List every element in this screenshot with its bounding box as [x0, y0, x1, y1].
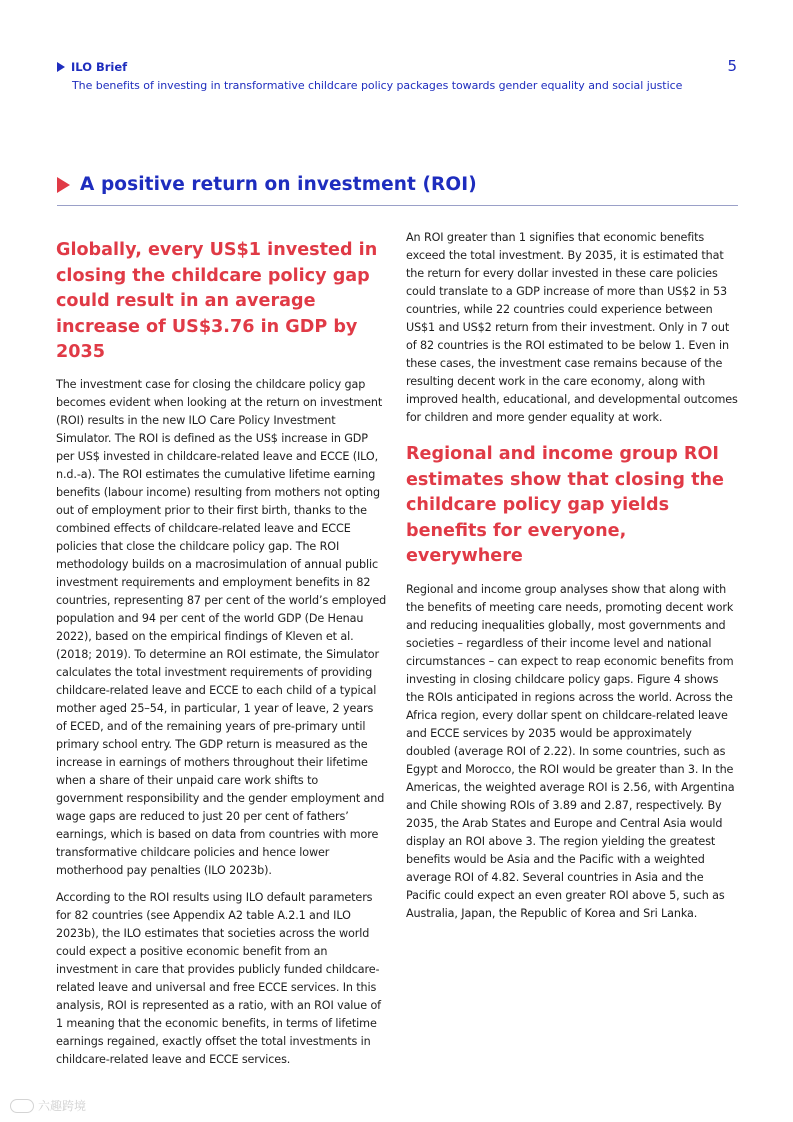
section-heading [57, 174, 477, 195]
brand-label: ILO Brief [71, 60, 128, 74]
right-column-heading: Regional and income group ROI estimates show that closing the childcare policy gap yields benefits for everyone, everywhere [406, 444, 724, 566]
section-divider [57, 205, 738, 206]
body-paragraph: According to the ROI results using ILO default parameters for 82 countries (see Appendix A2 table A.2.1 and ILO 2023b), the ILO estimates that societies across the world could expect a positive economic benefit from an investment in care that provides publicly funded childcare-related leave and universal and free ECCE services. In this analysis, ROI is represented as a ratio, with an ROI value of 1 meaning that the economic benefits, in terms of lifetime earnings regained, exactly offset the total investments in childcare-related leave and ECCE services. [56, 890, 382, 1066]
triangle-marker-icon [57, 177, 70, 193]
watermark-text: 六趣跨境 [38, 1099, 87, 1113]
body-paragraph: The investment case for closing the childcare policy gap becomes evident when looking at the return on investment (ROI) results in the new ILO Care Policy Investment Simulator. The ROI is defined as the US$ increase in GDP per US$ invested in childcare-related leave and ECCE (ILO, n.d.-a). The ROI estimates the cumulative lifetime earning benefits (labour income) resulting from mothers not opting out of employment prior to their first birth, thanks to the combined effects of childcare-related leave and ECCE policies that close the childcare policy gap. The ROI methodology builds on a macrosimulation of annual public investment requirements and employment benefits in 82 countries, representing 87 per cent of the world’s employed population and 94 per cent of the world GDP (De Henau 2022), based on the empirical findings of Kleven et al. (2018; 2019). To determine an ROI estimate, the Simulator calculates the total investment requirements of providing childcare-related leave and ECCE to each child of a typical mother aged 25–54, in particular, 1 year of leave, 2 years of ECED, and of the remaining years of pre-primary until primary school entry. The GDP return is measured as the increase in earnings of mothers throughout their lifetime when a share of their unpaid care work shifts to government responsibility and the gender employment and wage gaps are reduced to just 20 per cent of fathers’ earnings, which is based on data from countries with more transformative childcare policies and hence lower motherhood pay penalties (ILO 2023b). [56, 377, 387, 877]
left-column-heading: Globally, every US$1 invested in closing the childcare policy gap could result in an average increase of US$3.76 in GDP by 2035 [56, 240, 378, 362]
watermark [10, 1097, 86, 1114]
header-brand [57, 60, 127, 74]
left-column [56, 238, 387, 1078]
body-paragraph: Regional and income group analyses show that along with the benefits of meeting care needs, promoting decent work and reducing inequalities globally, most governments and societies – regardless of their income level and national circumstances – can expect to reap economic benefits from investing in closing childcare policy gaps. Figure 4 shows the ROIs anticipated in regions across the world. Across the Africa region, every dollar spent on childcare-related leave and ECCE services by 2035 would be approximately doubled (average ROI of 2.22). In some countries, such as Egypt and Morocco, the ROI would be greater than 3. In the Americas, the weighted average ROI is 2.56, with Argentina and Chile showing ROIs of 3.89 and 2.87, respectively. By 2035, the Arab States and Europe and Central Asia would display an ROI above 3. The region yielding the greatest benefits would be Asia and the Pacific with a weighted average ROI of 4.82. Several countries in Asia and the Pacific could expect an even greater ROI above 5, such as Australia, Japan, the Republic of Korea and Sri Lanka. [406, 582, 735, 920]
watermark-logo-icon [10, 1099, 34, 1113]
page-number: 5 [727, 57, 737, 75]
triangle-bullet-icon [57, 62, 65, 72]
section-title: A positive return on investment (ROI) [80, 174, 477, 195]
body-paragraph: An ROI greater than 1 signifies that economic benefits exceed the total investment. By 2035, it is estimated that the return for every dollar invested in these care policies could translate to a GDP increase of more than US$2 in 53 countries, while 22 countries could experience between US$1 and US$2 return from their investment. Only in 7 out of 82 countries is the ROI estimated to be below 1. Even in these cases, the investment case remains because of the resulting decent work in the care economy, along with improved health, educational, and developmental outcomes for children and more gender equality at work. [406, 231, 738, 424]
header-subtitle: The benefits of investing in transformative childcare policy packages towards gender equality and social justice [72, 79, 683, 92]
right-column [406, 229, 739, 932]
